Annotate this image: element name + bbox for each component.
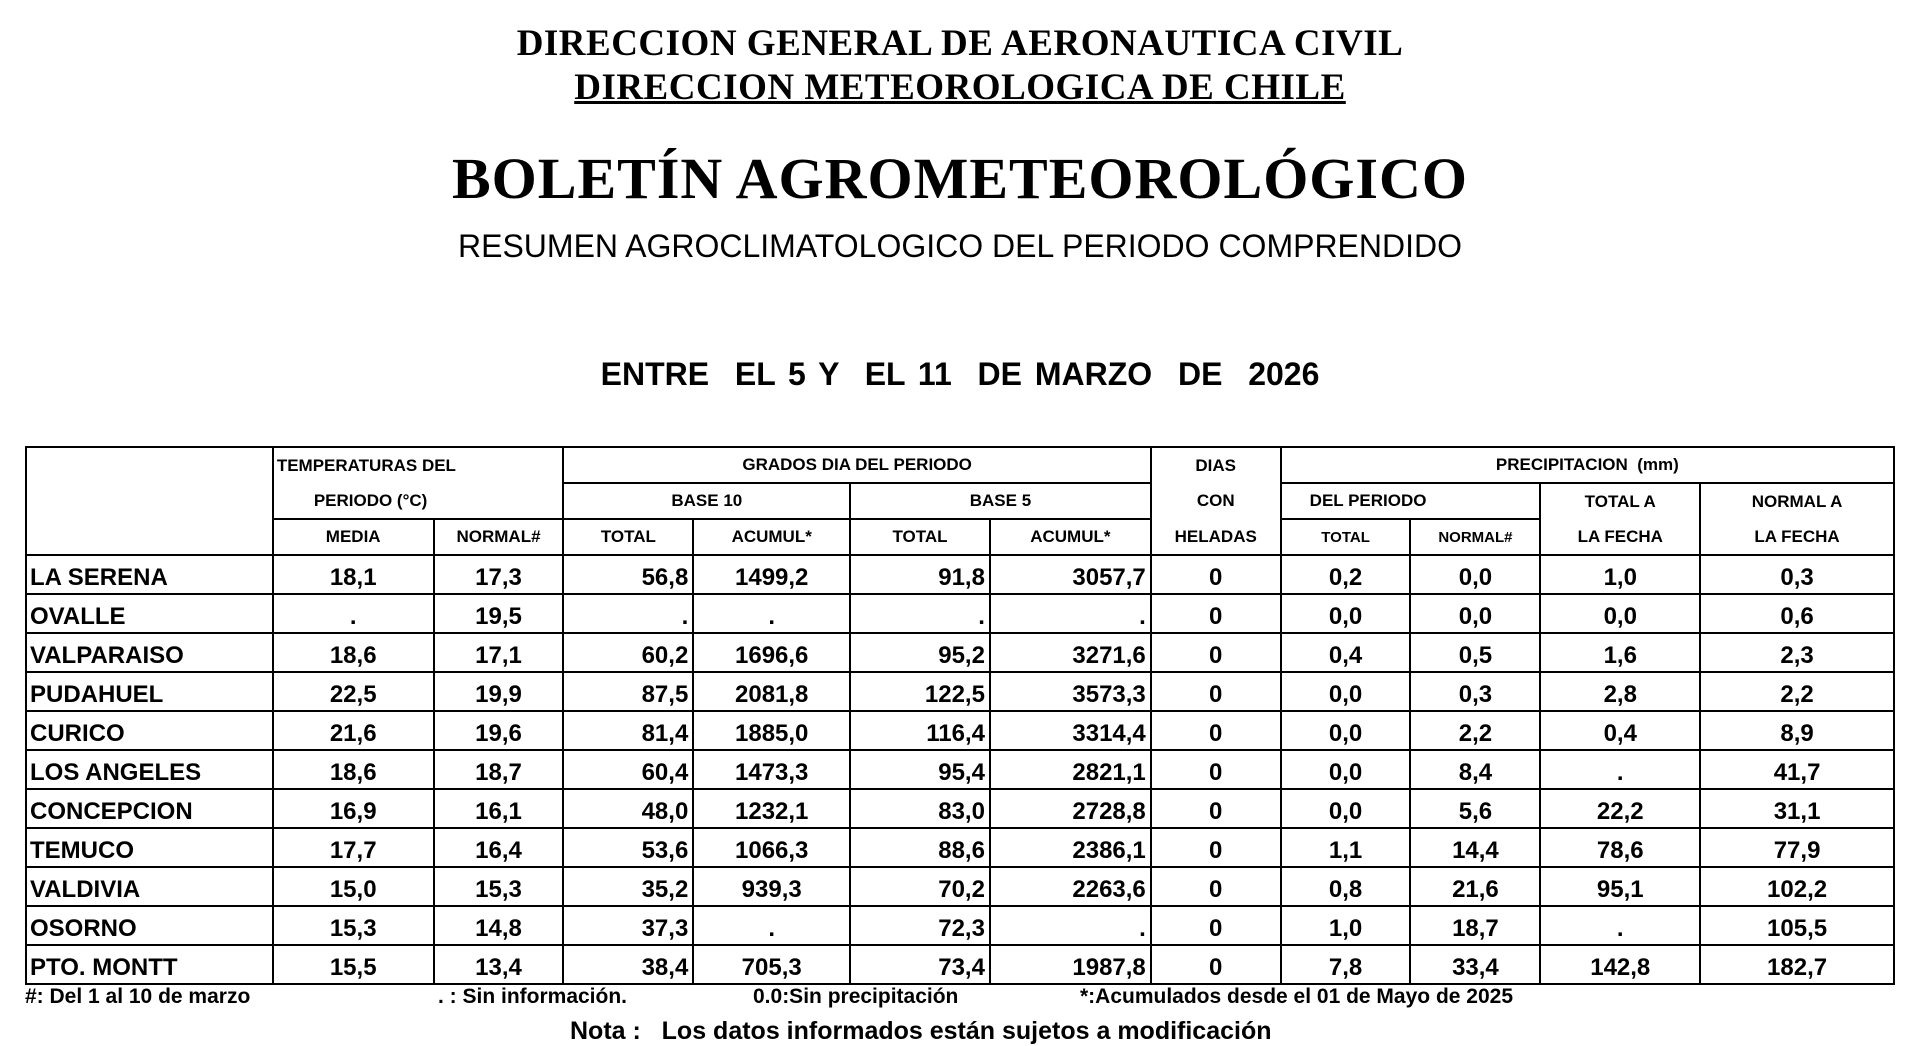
- precip-normal-cell: 0,0: [1410, 555, 1540, 594]
- header-row-2: [26, 483, 1894, 519]
- table-row: [26, 711, 1894, 750]
- disclaimer-note: Nota : Los datos informados están sujetos a modificación: [570, 1017, 1272, 1045]
- total-a-fecha-cell: 0,0: [1540, 594, 1700, 633]
- b5-total-cell: 88,6: [850, 828, 990, 867]
- total-a-fecha-cell: 2,8: [1540, 672, 1700, 711]
- precip-total-header: TOTAL: [1281, 519, 1411, 555]
- temp-normal-cell: 19,9: [434, 672, 564, 711]
- dias-heladas-cell: 0: [1151, 945, 1281, 984]
- station-cell: TEMUCO: [26, 828, 273, 867]
- b10-total-cell: 87,5: [563, 672, 693, 711]
- temp-media-cell: 22,5: [273, 672, 434, 711]
- temp-media-cell: 18,1: [273, 555, 434, 594]
- b10-acumul-cell: .: [693, 594, 850, 633]
- precip-normal-cell: 33,4: [1410, 945, 1540, 984]
- total-a-fecha-cell: 78,6: [1540, 828, 1700, 867]
- footer-note-no-precip: 0.0:Sin precipitación: [753, 985, 959, 1008]
- b5-acumul-cell: 2821,1: [990, 750, 1151, 789]
- b5-total-cell: 70,2: [850, 867, 990, 906]
- temp-normal-cell: 14,8: [434, 906, 564, 945]
- b10-total-cell: 81,4: [563, 711, 693, 750]
- temp-normal-cell: 17,3: [434, 555, 564, 594]
- b5-acumul-cell: 1987,8: [990, 945, 1151, 984]
- footer-legend: [25, 985, 1895, 1013]
- temp-normal-cell: 18,7: [434, 750, 564, 789]
- b10-acumul-cell: 1885,0: [693, 711, 850, 750]
- dias-heladas-cell: 0: [1151, 633, 1281, 672]
- b5-total-cell: 73,4: [850, 945, 990, 984]
- b5-total-cell: 72,3: [850, 906, 990, 945]
- total-a-fecha-header-2: LA FECHA: [1540, 519, 1700, 555]
- b10-acumul-cell: .: [693, 906, 850, 945]
- normal-a-fecha-cell: 0,3: [1700, 555, 1894, 594]
- normal-a-fecha-cell: 105,5: [1700, 906, 1894, 945]
- dias-heladas-cell: 0: [1151, 867, 1281, 906]
- dias-header-line2: CON: [1151, 483, 1281, 519]
- table-row: [26, 867, 1894, 906]
- total-a-fecha-header-1: TOTAL A: [1540, 483, 1700, 519]
- temp-normal-cell: 15,3: [434, 867, 564, 906]
- temp-media-cell: .: [273, 594, 434, 633]
- b5-acumul-cell: 2263,6: [990, 867, 1151, 906]
- temp-media-cell: 21,6: [273, 711, 434, 750]
- normal-a-fecha-cell: 77,9: [1700, 828, 1894, 867]
- base5-acumul-header: ACUMUL*: [990, 519, 1151, 555]
- precip-normal-cell: 21,6: [1410, 867, 1540, 906]
- footer-note-period: #: Del 1 al 10 de marzo: [25, 985, 251, 1008]
- temp-normal-cell: 17,1: [434, 633, 564, 672]
- normal-a-fecha-cell: 2,3: [1700, 633, 1894, 672]
- b10-acumul-cell: 2081,8: [693, 672, 850, 711]
- precip-normal-cell: 0,0: [1410, 594, 1540, 633]
- precip-total-cell: 7,8: [1281, 945, 1411, 984]
- station-cell: LOS ANGELES: [26, 750, 273, 789]
- base5-total-header: TOTAL: [850, 519, 990, 555]
- b5-total-cell: 95,2: [850, 633, 990, 672]
- dias-heladas-cell: 0: [1151, 711, 1281, 750]
- station-cell: PTO. MONTT: [26, 945, 273, 984]
- dias-heladas-cell: 0: [1151, 906, 1281, 945]
- b10-acumul-cell: 939,3: [693, 867, 850, 906]
- table-row: [26, 633, 1894, 672]
- media-header: MEDIA: [273, 519, 434, 555]
- normal-a-fecha-header-2: LA FECHA: [1700, 519, 1894, 555]
- b10-acumul-cell: 1473,3: [693, 750, 850, 789]
- temp-group-header-2: PERIODO (°C): [273, 483, 564, 519]
- page-title: BOLETÍN AGROMETEOROLÓGICO: [451, 146, 1468, 211]
- agro-summary-table: [25, 446, 1895, 985]
- b10-total-cell: 38,4: [563, 945, 693, 984]
- station-cell: LA SERENA: [26, 555, 273, 594]
- station-cell: CONCEPCION: [26, 789, 273, 828]
- b5-acumul-cell: 2386,1: [990, 828, 1151, 867]
- station-cell: CURICO: [26, 711, 273, 750]
- temp-normal-cell: 13,4: [434, 945, 564, 984]
- footer-note-accumulated: *:Acumulados desde el 01 de Mayo de 2025: [1080, 985, 1514, 1008]
- temp-group-header: TEMPERATURAS DEL: [273, 447, 564, 483]
- b10-total-cell: 60,2: [563, 633, 693, 672]
- precip-group-header: PRECIPITACION (mm): [1281, 447, 1894, 483]
- del-periodo-header: DEL PERIODO: [1281, 483, 1541, 519]
- normal-a-fecha-cell: 182,7: [1700, 945, 1894, 984]
- page-subtitle: RESUMEN AGROCLIMATOLOGICO DEL PERIODO COMPRENDIDO: [458, 228, 1462, 264]
- dias-heladas-cell: 0: [1151, 672, 1281, 711]
- precip-total-cell: 0,2: [1281, 555, 1411, 594]
- precip-normal-header: NORMAL#: [1410, 519, 1540, 555]
- base5-header: BASE 5: [850, 483, 1151, 519]
- b10-total-cell: 48,0: [563, 789, 693, 828]
- precip-normal-cell: 5,6: [1410, 789, 1540, 828]
- organization-line-2: DIRECCION METEOROLOGICA DE CHILE: [574, 67, 1346, 108]
- dias-heladas-cell: 0: [1151, 828, 1281, 867]
- total-a-fecha-cell: 0,4: [1540, 711, 1700, 750]
- total-a-fecha-cell: 1,6: [1540, 633, 1700, 672]
- normal-a-fecha-cell: 0,6: [1700, 594, 1894, 633]
- precip-total-cell: 0,8: [1281, 867, 1411, 906]
- precip-total-cell: 1,1: [1281, 828, 1411, 867]
- b5-total-cell: 91,8: [850, 555, 990, 594]
- b5-acumul-cell: 3314,4: [990, 711, 1151, 750]
- table-row: [26, 594, 1894, 633]
- b5-total-cell: 122,5: [850, 672, 990, 711]
- precip-normal-cell: 14,4: [1410, 828, 1540, 867]
- total-a-fecha-cell: 95,1: [1540, 867, 1700, 906]
- temp-media-cell: 15,3: [273, 906, 434, 945]
- station-header-spacer: [26, 483, 273, 519]
- temp-normal-cell: 19,6: [434, 711, 564, 750]
- table-row: [26, 672, 1894, 711]
- precip-normal-cell: 0,5: [1410, 633, 1540, 672]
- normal-a-fecha-header-1: NORMAL A: [1700, 483, 1894, 519]
- dias-header-line3: HELADAS: [1151, 519, 1281, 555]
- b10-total-cell: 37,3: [563, 906, 693, 945]
- temp-media-cell: 18,6: [273, 633, 434, 672]
- precip-normal-cell: 18,7: [1410, 906, 1540, 945]
- table-row: [26, 750, 1894, 789]
- temp-normal-cell: 16,1: [434, 789, 564, 828]
- normal-a-fecha-cell: 8,9: [1700, 711, 1894, 750]
- precip-total-cell: 0,4: [1281, 633, 1411, 672]
- b5-acumul-cell: 3271,6: [990, 633, 1151, 672]
- b5-acumul-cell: .: [990, 906, 1151, 945]
- b5-total-cell: 83,0: [850, 789, 990, 828]
- header-row-3: [26, 519, 1894, 555]
- grados-group-header: GRADOS DIA DEL PERIODO: [563, 447, 1150, 483]
- precip-normal-cell: 2,2: [1410, 711, 1540, 750]
- b5-total-cell: .: [850, 594, 990, 633]
- b10-acumul-cell: 705,3: [693, 945, 850, 984]
- table-row: [26, 945, 1894, 984]
- precip-total-cell: 0,0: [1281, 750, 1411, 789]
- temp-media-cell: 15,0: [273, 867, 434, 906]
- normal-a-fecha-cell: 31,1: [1700, 789, 1894, 828]
- total-a-fecha-cell: .: [1540, 906, 1700, 945]
- total-a-fecha-cell: 1,0: [1540, 555, 1700, 594]
- dias-heladas-cell: 0: [1151, 789, 1281, 828]
- b10-acumul-cell: 1232,1: [693, 789, 850, 828]
- base10-total-header: TOTAL: [563, 519, 693, 555]
- temp-media-cell: 18,6: [273, 750, 434, 789]
- b10-total-cell: 35,2: [563, 867, 693, 906]
- base10-header: BASE 10: [563, 483, 850, 519]
- precip-total-cell: 0,0: [1281, 594, 1411, 633]
- normal-a-fecha-cell: 2,2: [1700, 672, 1894, 711]
- normal-a-fecha-cell: 102,2: [1700, 867, 1894, 906]
- temp-normal-cell: 16,4: [434, 828, 564, 867]
- b5-acumul-cell: 3057,7: [990, 555, 1151, 594]
- station-cell: VALDIVIA: [26, 867, 273, 906]
- table-row: [26, 789, 1894, 828]
- b10-acumul-cell: 1696,6: [693, 633, 850, 672]
- precip-normal-cell: 0,3: [1410, 672, 1540, 711]
- b5-acumul-cell: 2728,8: [990, 789, 1151, 828]
- header-row-1: [26, 447, 1894, 483]
- b10-total-cell: 53,6: [563, 828, 693, 867]
- precip-normal-cell: 8,4: [1410, 750, 1540, 789]
- table-row: [26, 828, 1894, 867]
- b5-total-cell: 116,4: [850, 711, 990, 750]
- precip-total-cell: 1,0: [1281, 906, 1411, 945]
- station-cell: OSORNO: [26, 906, 273, 945]
- b5-acumul-cell: 3573,3: [990, 672, 1151, 711]
- precip-total-cell: 0,0: [1281, 789, 1411, 828]
- dias-heladas-cell: 0: [1151, 750, 1281, 789]
- dias-heladas-cell: 0: [1151, 555, 1281, 594]
- b10-total-cell: 60,4: [563, 750, 693, 789]
- station-header: [26, 447, 273, 483]
- footer-note-no-info: . : Sin información.: [438, 985, 628, 1008]
- b10-total-cell: .: [563, 594, 693, 633]
- station-cell: PUDAHUEL: [26, 672, 273, 711]
- total-a-fecha-cell: .: [1540, 750, 1700, 789]
- temp-media-cell: 15,5: [273, 945, 434, 984]
- b10-acumul-cell: 1499,2: [693, 555, 850, 594]
- organization-line-1: DIRECCION GENERAL DE AERONAUTICA CIVIL: [516, 23, 1404, 64]
- base10-acumul-header: ACUMUL*: [693, 519, 850, 555]
- table-row: [26, 555, 1894, 594]
- station-cell: OVALLE: [26, 594, 273, 633]
- precip-total-cell: 0,0: [1281, 711, 1411, 750]
- normal-temp-header: NORMAL#: [434, 519, 564, 555]
- period-label: ENTRE EL 5 Y EL 11 DE MARZO DE 2026: [600, 356, 1320, 392]
- station-cell: VALPARAISO: [26, 633, 273, 672]
- table-row: [26, 906, 1894, 945]
- temp-media-cell: 16,9: [273, 789, 434, 828]
- precip-total-cell: 0,0: [1281, 672, 1411, 711]
- normal-a-fecha-cell: 41,7: [1700, 750, 1894, 789]
- dias-header-line1: DIAS: [1151, 447, 1281, 483]
- dias-heladas-cell: 0: [1151, 594, 1281, 633]
- total-a-fecha-cell: 142,8: [1540, 945, 1700, 984]
- b5-total-cell: 95,4: [850, 750, 990, 789]
- station-header-spacer-2: [26, 519, 273, 555]
- temp-normal-cell: 19,5: [434, 594, 564, 633]
- b5-acumul-cell: .: [990, 594, 1151, 633]
- b10-acumul-cell: 1066,3: [693, 828, 850, 867]
- temp-media-cell: 17,7: [273, 828, 434, 867]
- total-a-fecha-cell: 22,2: [1540, 789, 1700, 828]
- b10-total-cell: 56,8: [563, 555, 693, 594]
